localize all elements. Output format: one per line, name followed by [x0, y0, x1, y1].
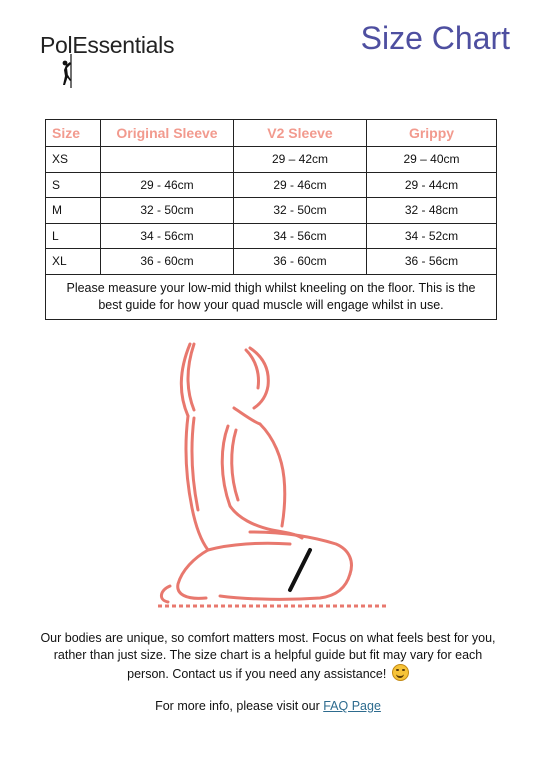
original-sleeve-cell: [101, 147, 234, 173]
table-row: [46, 147, 497, 173]
size-cell: M: [46, 198, 101, 224]
size-cell: S: [46, 172, 101, 198]
brand-logo: [40, 32, 200, 88]
smiling-face-icon: [392, 664, 409, 681]
column-header-size: Size: [46, 120, 101, 147]
kneeling-figure-illustration: [150, 338, 390, 610]
table-note-row: [46, 274, 497, 319]
column-header-original-sleeve: Original Sleeve: [101, 120, 234, 147]
original-sleeve-cell: 29 - 46cm: [101, 172, 234, 198]
size-table: [45, 119, 497, 320]
original-sleeve-cell: 32 - 50cm: [101, 198, 234, 224]
description-text: Our bodies are unique, so comfort matters most. Focus on what feels best for you, rather than just size. The size chart is a helpful guide but fit may vary for each person. Contact us if you need any assistance!: [40, 631, 496, 681]
v2-sleeve-cell: 29 – 42cm: [234, 147, 367, 173]
table-row: [46, 249, 497, 275]
v2-sleeve-cell: 34 - 56cm: [234, 223, 367, 249]
table-row: [46, 172, 497, 198]
more-info-line: [0, 699, 536, 713]
grippy-cell: 34 - 52cm: [367, 223, 497, 249]
grippy-cell: 32 - 48cm: [367, 198, 497, 224]
column-header-v2-sleeve: V2 Sleeve: [234, 120, 367, 147]
v2-sleeve-cell: 29 - 46cm: [234, 172, 367, 198]
column-header-grippy: Grippy: [367, 120, 497, 147]
size-cell: XL: [46, 249, 101, 275]
size-cell: XS: [46, 147, 101, 173]
faq-page-link[interactable]: FAQ Page: [323, 699, 381, 713]
size-cell: L: [46, 223, 101, 249]
grippy-cell: 29 - 44cm: [367, 172, 497, 198]
original-sleeve-cell: 36 - 60cm: [101, 249, 234, 275]
v2-sleeve-cell: 36 - 60cm: [234, 249, 367, 275]
measurement-note: Please measure your low-mid thigh whilst kneeling on the floor. This is the best guide for how your quad muscle will engage whilst in use.: [46, 274, 497, 319]
page-title: Size Chart: [360, 20, 510, 56]
brand-name: PolEssentials: [40, 32, 175, 58]
grippy-cell: 29 – 40cm: [367, 147, 497, 173]
table-header-row: [46, 120, 497, 147]
grippy-cell: 36 - 56cm: [367, 249, 497, 275]
more-info-prefix: For more info, please visit our: [155, 699, 324, 713]
table-row: [46, 223, 497, 249]
pole-dancer-icon: [56, 54, 80, 88]
original-sleeve-cell: 34 - 56cm: [101, 223, 234, 249]
table-row: [46, 198, 497, 224]
v2-sleeve-cell: 32 - 50cm: [234, 198, 367, 224]
description-paragraph: [40, 630, 496, 683]
